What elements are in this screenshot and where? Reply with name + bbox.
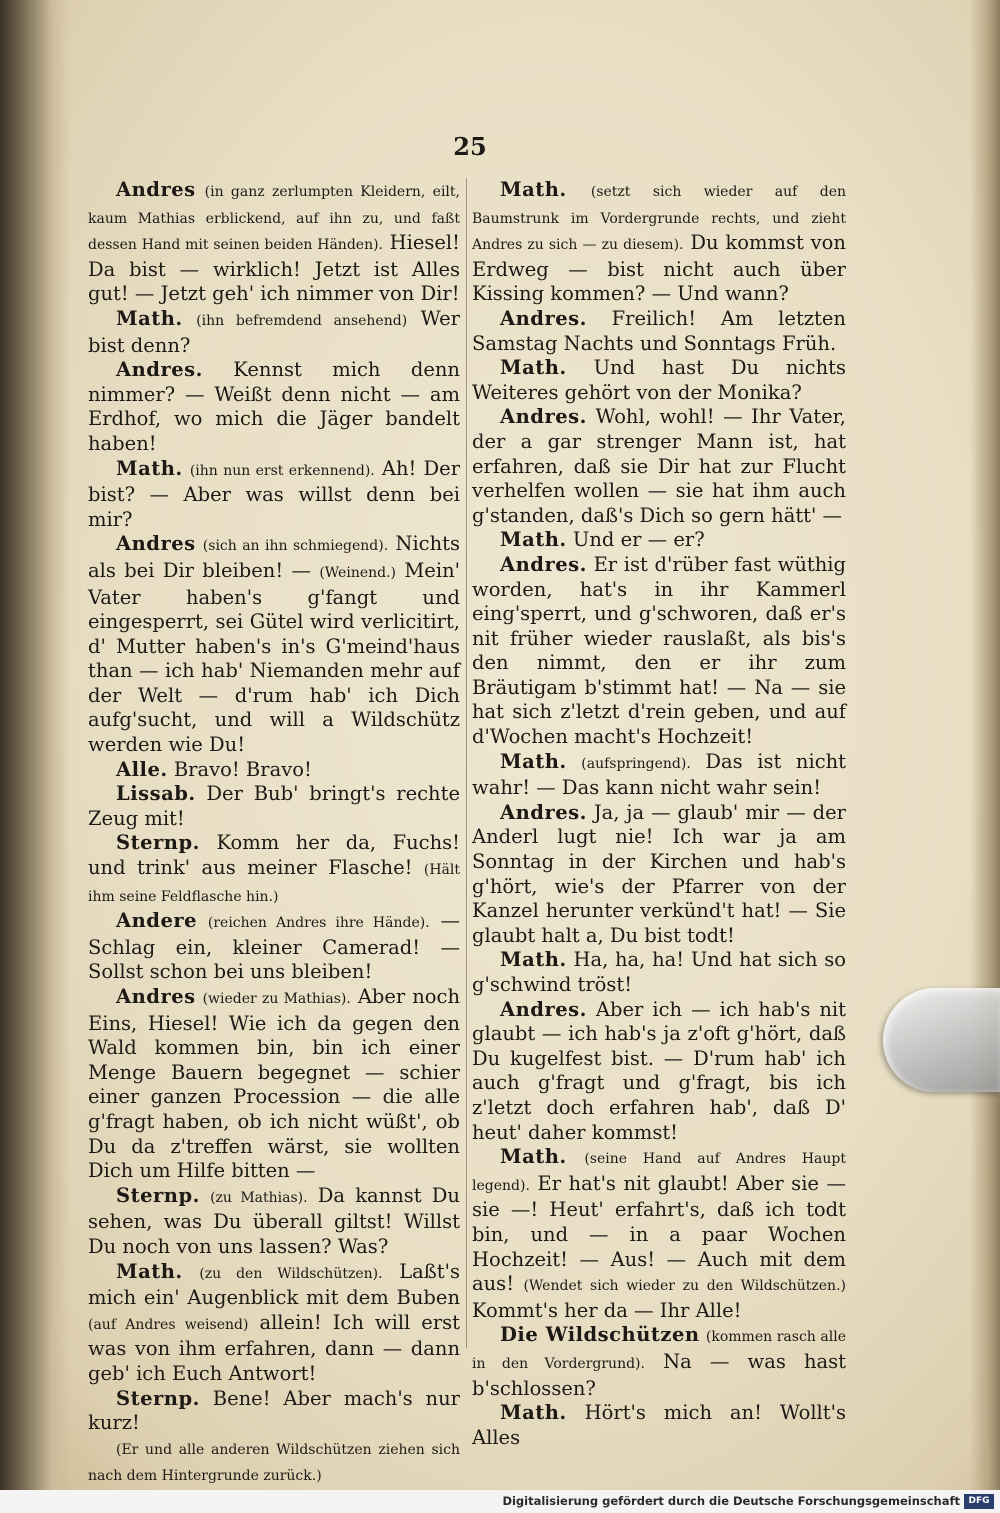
footer-bar xyxy=(0,1490,1000,1513)
dialogue-paragraph xyxy=(472,178,846,307)
speaker-name: Andres xyxy=(116,178,196,201)
spoken-text: Da kannst Du sehen, was Du überall giltst! Willst Du noch von uns lassen? Was? xyxy=(88,1183,460,1258)
dialogue-paragraph xyxy=(88,1184,460,1260)
speaker-name: Math. xyxy=(500,1401,567,1425)
spoken-text: Und er — er? xyxy=(572,528,705,552)
speaker-name: Sternp. xyxy=(116,831,200,855)
spoken-text: Bravo! Bravo! xyxy=(173,757,312,781)
speaker-name: Math. xyxy=(500,178,567,201)
dialogue-paragraph xyxy=(88,178,460,307)
dialogue-paragraph xyxy=(472,307,846,356)
speaker-name: Andres. xyxy=(500,997,587,1021)
dialogue-paragraph xyxy=(472,750,846,801)
speaker-name: Math. xyxy=(116,1259,183,1283)
spoken-text: Hört's mich an! Wollt's Alles xyxy=(472,1401,846,1449)
stage-direction: (reichen Andres ihre Hände). xyxy=(207,915,430,932)
dialogue-paragraph xyxy=(88,782,460,831)
dialogue-paragraph xyxy=(88,909,460,985)
speaker-name: Andres. xyxy=(500,800,587,824)
spoken-text: Aber noch Eins, Hiesel! Wie ich da gegen den Wald kommen bin, bin ich einer Menge Bauern begegnet — schier einer ganzen Procession — die alle g'fragt haben, ob ich nicht wüßt', ob Du da z'treffen wärst, sie wollten Dich um Hilfe bitten — xyxy=(88,985,461,1183)
spoken-text: allein! Ich will erst was von ihm erfahren, dann — dann geb' ich Euch Antwort! xyxy=(88,1310,460,1385)
speaker-name: Andere xyxy=(116,909,198,933)
stage-direction: (Weinend.) xyxy=(319,564,397,581)
speaker-name: Andres. xyxy=(500,306,587,330)
page-number: 25 xyxy=(453,132,487,161)
spoken-text: Nichts als bei Dir bleiben! — xyxy=(88,532,460,582)
spoken-text: Bene! Aber mach's nur kurz! xyxy=(88,1386,460,1435)
spoken-text: Freilich! Am letzten Samstag Nachts und Sonntags Früh. xyxy=(472,306,846,355)
column-divider xyxy=(466,178,467,1348)
spoken-text: Wohl, wohl! — Ihr Vater, der a gar strenger Mann ist, hat erfahren, daß sie Dir hat zur Flucht verhelfen wollen — sie hat ihm auch g'standen, daß's Dich so gern hätt' — xyxy=(472,405,846,527)
stage-direction: (sich an ihn schmiegend). xyxy=(202,538,389,555)
spoken-text: Kennst mich denn nimmer? — Weißt denn nicht — am Erdhof, wo mich die Jäger bandelt haben! xyxy=(88,358,460,455)
dialogue-paragraph xyxy=(472,405,846,528)
stage-direction: (ihn nun erst erkennend). xyxy=(189,462,375,479)
speaker-name: Andres xyxy=(116,985,196,1008)
stage-direction: (zu den Wildschützen). xyxy=(199,1265,383,1282)
spoken-text: Komm her da, Fuchs! und trink' aus meiner Flasche! xyxy=(88,831,460,880)
spoken-text: Ha, ha, ha! Und hat sich so g'schwind tröst! xyxy=(472,948,846,996)
speaker-name: Math. xyxy=(500,749,567,773)
book-gutter-shadow xyxy=(0,0,70,1490)
dialogue-paragraph xyxy=(88,1436,460,1489)
spoken-text: Er ist d'rüber fast wüthig worden, hat's in ihr Kammerl eing'sperrt, und g'schworen, daß er's nit früher wieder rauslaßt, als bis's den nimmt, den er ihr zum Bräutigam b'stimmt hat! — Na — sie hat sich z'letzt d'rein geben, und auf d'Wochen macht's Hochzeit! xyxy=(472,552,846,749)
dialogue-paragraph xyxy=(88,1260,460,1387)
spoken-text: Und hast Du nichts Weiteres gehört von der Monika? xyxy=(472,356,846,404)
dialogue-paragraph xyxy=(88,758,460,783)
speaker-name: Sternp. xyxy=(116,1183,200,1207)
speaker-name: Math. xyxy=(500,356,567,380)
dialogue-paragraph xyxy=(472,356,846,405)
spoken-text: Wer bist denn? xyxy=(88,306,460,357)
page-edge-shadow xyxy=(970,0,1000,1490)
spoken-text: Der Bub' bringt's rechte Zeug mit! xyxy=(88,782,460,830)
dialogue-paragraph xyxy=(88,532,460,757)
dialogue-paragraph xyxy=(88,831,460,909)
speaker-name: Sternp. xyxy=(116,1386,200,1410)
stage-direction: (aufspringend). xyxy=(581,755,691,772)
spoken-text: Laßt's mich ein' Augenblick mit dem Buben xyxy=(88,1259,461,1310)
dialogue-paragraph xyxy=(88,1387,460,1436)
dialogue-paragraph xyxy=(472,998,846,1146)
speaker-name: Math. xyxy=(116,306,183,330)
speaker-name: Andres. xyxy=(500,405,587,429)
spoken-text: — Schlag ein, kleiner Camerad! — Sollst schon bei uns bleiben! xyxy=(88,909,461,984)
dialogue-paragraph xyxy=(88,307,460,358)
dialogue-paragraph xyxy=(88,358,460,456)
dialogue-paragraph xyxy=(472,553,846,750)
dialogue-paragraph xyxy=(472,948,846,997)
stage-direction: (Hält ihm seine Feldflasche hin.) xyxy=(88,862,460,905)
stage-direction: (Wendet sich wieder zu den Wildschützen.) xyxy=(523,1278,846,1295)
funding-notice: Digitalisierung gefördert durch die Deutsche Forschungsgemeinschaft xyxy=(502,1494,960,1508)
stage-direction: (ihn befremdend ansehend) xyxy=(196,312,408,329)
speaker-name: Math. xyxy=(500,948,567,972)
spoken-text: Aber ich — ich hab's nit glaubt — ich hab's ja z'oft g'hört, daß Du kugelfest bist. — D'rum hab' ich auch g'fragt und g'fragt, bis ich z'letzt doch erfahren hab', daß D' heut' daher kommst! xyxy=(472,997,846,1144)
dfg-logo: DFG xyxy=(964,1494,994,1509)
spoken-text: Hiesel! Da bist — wirklich! Jetzt ist Alles gut! — Jetzt geh' ich nimmer von Dir! xyxy=(88,231,460,306)
speaker-name: Andres xyxy=(116,532,196,556)
stage-direction: (auf Andres weisend) xyxy=(88,1316,249,1333)
speaker-name: Math. xyxy=(500,528,567,552)
dialogue-paragraph xyxy=(472,528,846,553)
stage-direction: (Er und alle anderen Wildschützen ziehen sich nach dem Hintergrunde zurück.) xyxy=(88,1441,460,1485)
stage-direction: (setzt sich wieder auf den Baumstrunk im Vordergrunde rechts, und zieht Andres zu sich — zu diesem). xyxy=(472,184,847,254)
stage-direction: (zu Mathias). xyxy=(210,1189,308,1206)
speaker-name: Andres. xyxy=(500,552,587,576)
dialogue-paragraph xyxy=(88,457,460,533)
spoken-text: Du kommst von Erdweg — bist nicht auch über Kissing kommen? — Und wann? xyxy=(472,231,846,306)
stage-direction: (wieder zu Mathias). xyxy=(202,991,351,1007)
speaker-name: Die Wildschützen xyxy=(500,1323,700,1347)
dialogue-paragraph xyxy=(472,801,846,949)
spoken-text: Mein' Vater haben's g'fangt und eingesperrt, sei Gütel wird verlicitirt, d' Mutter haben's in's G'meind'haus than — ich hab' Niemanden mehr auf der Welt — d'rum hab' ich Dich aufg'sucht, und will a Wildschütz werden wie Du! xyxy=(88,558,461,757)
dialogue-paragraph xyxy=(472,1323,846,1401)
speaker-name: Lissab. xyxy=(116,782,196,806)
text-column-right xyxy=(472,178,846,1450)
text-column-left xyxy=(88,178,460,1489)
speaker-name: Math. xyxy=(116,456,183,480)
page-clip xyxy=(883,988,1000,1092)
spoken-text: Kommt's her da — Ihr Alle! xyxy=(472,1298,742,1322)
spoken-text: Ah! Der bist? — Aber was willst denn bei mir? xyxy=(88,456,461,531)
dialogue-paragraph xyxy=(472,1401,846,1450)
speaker-name: Andres. xyxy=(116,358,203,382)
spoken-text: Na — was hast b'schlossen? xyxy=(472,1349,847,1400)
speaker-name: Alle. xyxy=(116,757,168,781)
dialogue-paragraph xyxy=(88,985,460,1184)
spoken-text: Er hat's nit glaubt! Aber sie — sie —! Heut' erfahrt's, daß ich todt bin, und — in a paar Wochen Hochzeit! — Aus! — Auch mit dem aus! xyxy=(472,1171,846,1296)
stage-direction: (kommen rasch alle in den Vordergrund). xyxy=(472,1329,846,1372)
stage-direction: (in ganz zerlumpten Kleidern, eilt, kaum Mathias erblickend, auf ihn zu, und faßt dessen Hand mit seinen beiden Händen). xyxy=(88,184,460,254)
spoken-text: Das ist nicht wahr! — Das kann nicht wahr sein! xyxy=(472,749,847,800)
dialogue-paragraph xyxy=(472,1145,846,1323)
stage-direction: (seine Hand auf Andres Haupt legend). xyxy=(472,1151,846,1194)
speaker-name: Math. xyxy=(500,1145,567,1169)
spoken-text: Ja, ja — glaub' mir — der Anderl lugt nie! Ich war ja am Sonntag in der Kirchen und hab's g'hört, wie's der Pfarrer von der Kanzel herunter verkünd't hat! — Sie glaubt halt a, Du bist todt! xyxy=(472,800,846,947)
